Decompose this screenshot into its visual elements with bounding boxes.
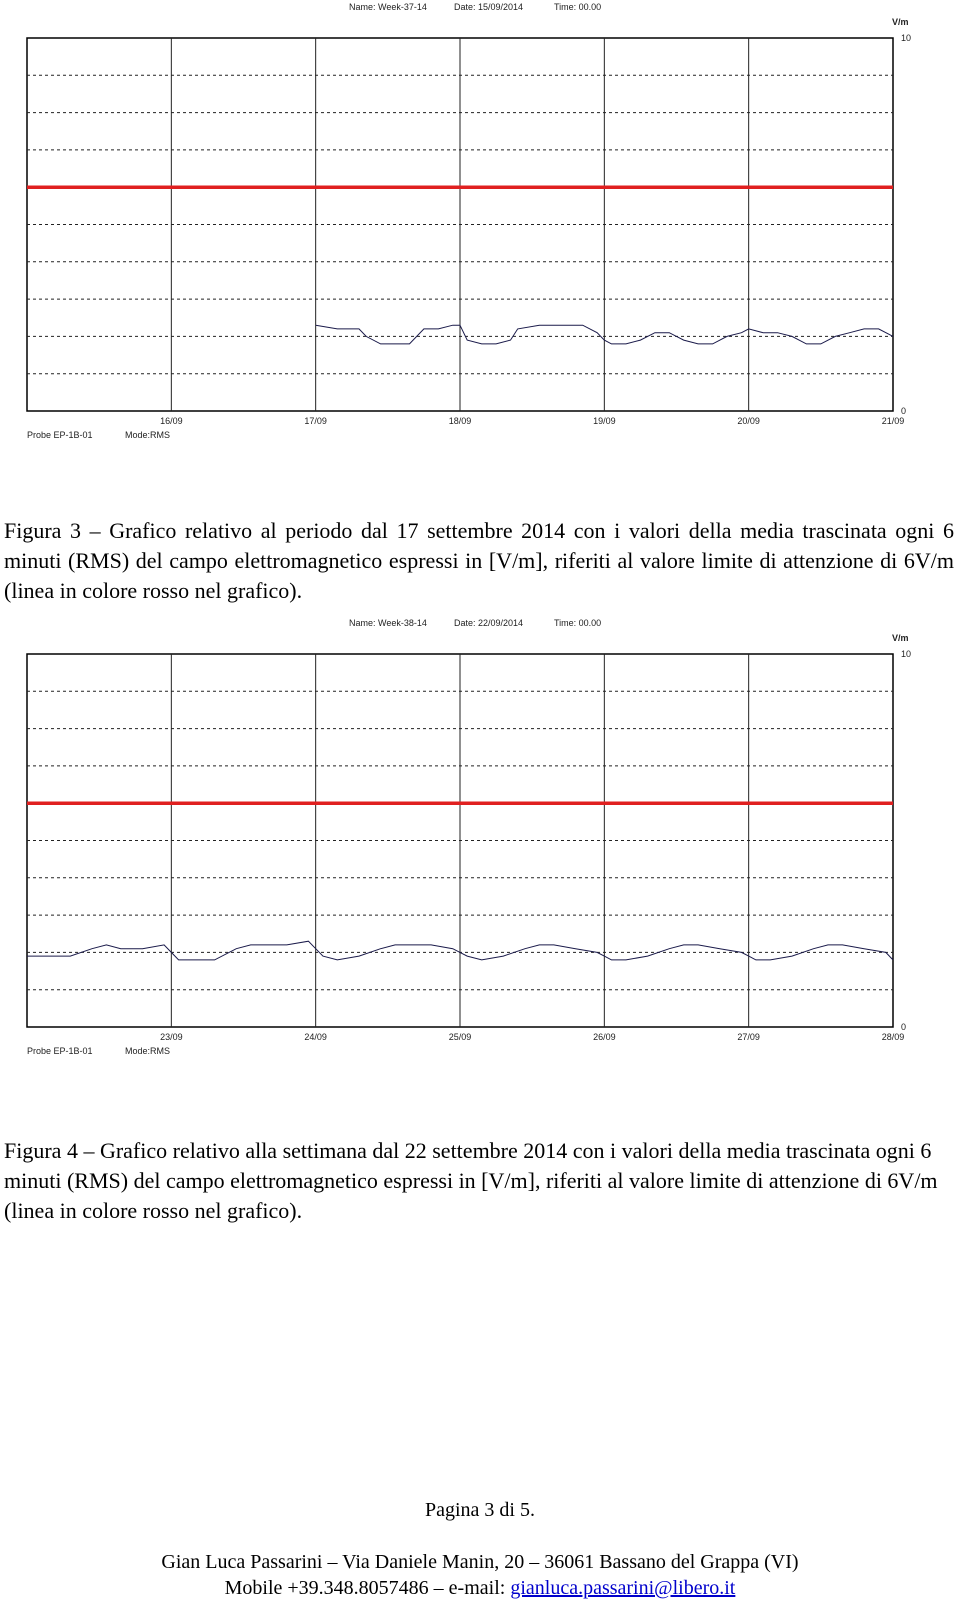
probe-label: Probe EP-1B-01 <box>27 430 93 440</box>
x-tick-label: 27/09 <box>737 1032 760 1042</box>
mode-label: Mode:RMS <box>125 430 171 440</box>
figure-3-caption: Figura 3 – Grafico relativo al periodo dal 17 settembre 2014 con i valori della media trascinata ogni 6 minuti (RMS) del campo elettromagnetico espressi in [V/m], riferiti al valore limite di attenzione di 6V/m (linea in colore rosso nel grafico). <box>4 518 954 603</box>
y-unit-label: V/m <box>892 633 909 643</box>
email-link[interactable]: gianluca.passarini@libero.it <box>510 1577 736 1599</box>
y-tick-label: 10 <box>901 649 912 659</box>
y-tick-label: 0 <box>901 406 907 416</box>
y-unit-label: V/m <box>892 17 909 27</box>
x-tick-label: 28/09 <box>881 1032 905 1042</box>
chart-header-time: Time: 00.00 <box>554 2 602 12</box>
chart-svg <box>0 0 960 460</box>
chart-week-38 <box>0 616 960 1076</box>
x-tick-label: 24/09 <box>304 1032 327 1042</box>
y-tick-label: 0 <box>901 1022 907 1032</box>
chart-svg <box>0 616 960 1076</box>
chart-header-name: Name: Week-38-14 <box>349 618 427 628</box>
chart-header-date: Date: 22/09/2014 <box>454 618 524 628</box>
chart-header-name: Name: Week-37-14 <box>349 2 427 12</box>
footer-contact <box>0 1575 960 1601</box>
x-tick-label: 18/09 <box>448 416 472 426</box>
footer-contact-text: Mobile +39.348.8057486 – e-mail: <box>224 1577 511 1599</box>
x-tick-label: 19/09 <box>593 416 616 426</box>
x-tick-label: 17/09 <box>304 416 327 426</box>
x-tick-label: 25/09 <box>448 1032 472 1042</box>
x-tick-label: 21/09 <box>881 416 905 426</box>
x-tick-label: 16/09 <box>160 416 183 426</box>
x-tick-label: 23/09 <box>160 1032 183 1042</box>
page-number: Pagina 3 di 5. <box>425 1499 535 1521</box>
probe-label: Probe EP-1B-01 <box>27 1046 93 1056</box>
y-tick-label: 10 <box>901 33 912 43</box>
x-tick-label: 26/09 <box>593 1032 616 1042</box>
x-tick-label: 20/09 <box>737 416 760 426</box>
chart-week-37 <box>0 0 960 460</box>
chart-header-date: Date: 15/09/2014 <box>454 2 524 12</box>
footer-address: Gian Luca Passarini – Via Daniele Manin, 20 – 36061 Bassano del Grappa (VI) <box>161 1551 799 1573</box>
mode-label: Mode:RMS <box>125 1046 171 1056</box>
chart-header-time: Time: 00.00 <box>554 618 602 628</box>
figure-4-caption: Figura 4 – Grafico relativo alla settimana dal 22 settembre 2014 con i valori della media trascinata ogni 6 minuti (RMS) del campo elettromagnetico espressi in [V/m], riferiti al valore limite di attenzione di 6V/m (linea in colore rosso nel grafico). <box>4 1138 938 1223</box>
